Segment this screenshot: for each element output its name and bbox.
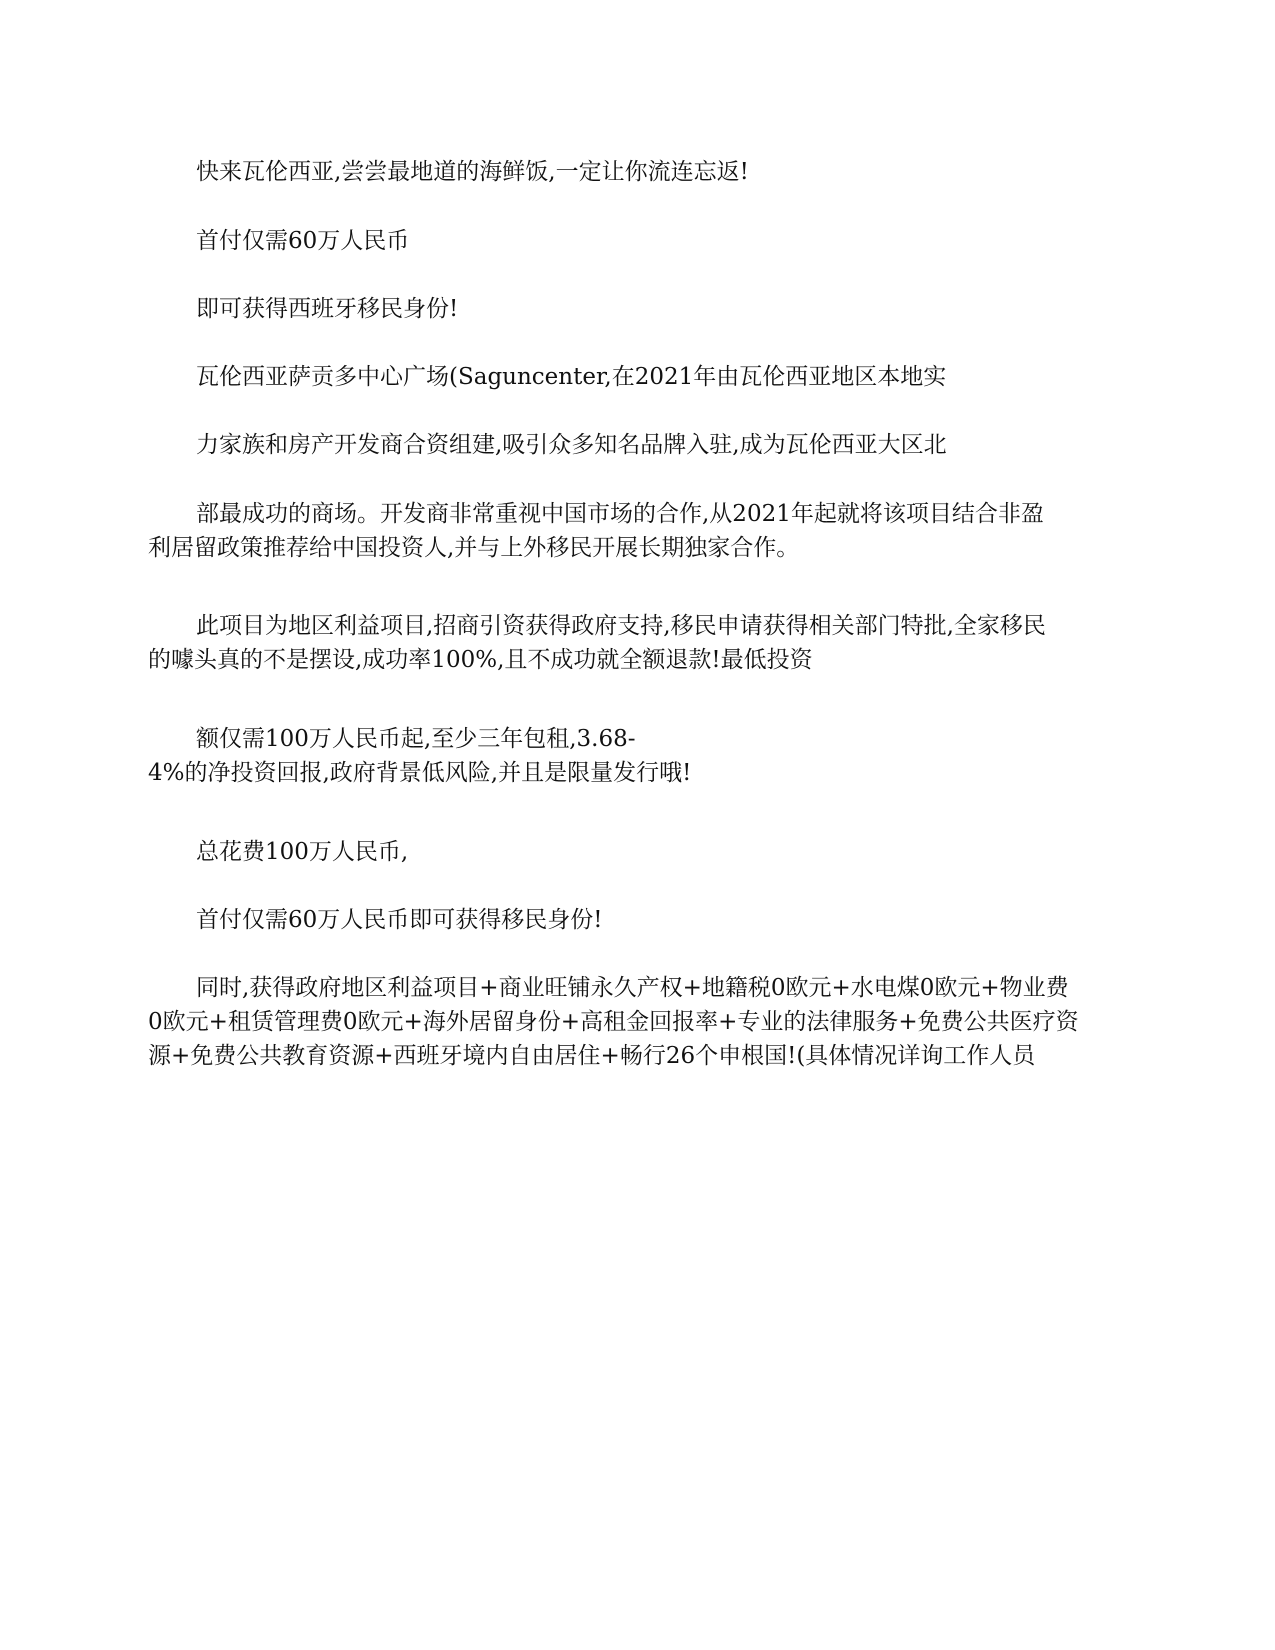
paragraph-line: 力家族和房产开发商合资组建,吸引众多知名品牌入驻,成为瓦伦西亚大区北 bbox=[196, 432, 947, 458]
paragraph-line: 4%的净投资回报,政府背景低风险,并且是限量发行哦! bbox=[148, 760, 692, 786]
paragraph-line: 瓦伦西亚萨贡多中心广场(Saguncenter,在2021年由瓦伦西亚地区本地实 bbox=[196, 364, 947, 390]
paragraph-line: 首付仅需60万人民币 bbox=[196, 228, 410, 254]
paragraph-1 bbox=[148, 155, 1128, 189]
paragraph-line: 额仅需100万人民币起,至少三年包租,3.68- bbox=[196, 726, 636, 752]
paragraph-line: 0欧元+租赁管理费0欧元+海外居留身份+高租金回报率+专业的法律服务+免费公共医疗资 bbox=[148, 1009, 1079, 1035]
paragraph-3 bbox=[148, 292, 1128, 326]
paragraph-2 bbox=[148, 224, 1128, 258]
paragraph-10 bbox=[148, 903, 1128, 937]
paragraph-4 bbox=[148, 360, 1128, 394]
paragraph-line: 部最成功的商场。开发商非常重视中国市场的合作,从2021年起就将该项目结合非盈 bbox=[196, 501, 1044, 527]
paragraph-11 bbox=[148, 971, 1128, 1073]
paragraph-8 bbox=[148, 722, 1128, 790]
paragraph-line: 利居留政策推荐给中国投资人,并与上外移民开展长期独家合作。 bbox=[148, 535, 800, 561]
paragraph-9 bbox=[148, 835, 1128, 869]
paragraph-line: 的噱头真的不是摆设,成功率100%,且不成功就全额退款!最低投资 bbox=[148, 647, 813, 673]
paragraph-line: 源+免费公共教育资源+西班牙境内自由居住+畅行26个申根国!(具体情况详询工作人员 bbox=[148, 1043, 1036, 1069]
paragraph-5 bbox=[148, 428, 1128, 462]
paragraph-line: 同时,获得政府地区利益项目+商业旺铺永久产权+地籍税0欧元+水电煤0欧元+物业费 bbox=[196, 975, 1069, 1001]
paragraph-line: 首付仅需60万人民币即可获得移民身份! bbox=[196, 907, 603, 933]
paragraph-7 bbox=[148, 609, 1128, 677]
paragraph-line: 快来瓦伦西亚,尝尝最地道的海鲜饭,一定让你流连忘返! bbox=[196, 159, 749, 185]
paragraph-line: 即可获得西班牙移民身份! bbox=[196, 296, 459, 322]
paragraph-line: 总花费100万人民币, bbox=[196, 839, 409, 865]
paragraph-line: 此项目为地区利益项目,招商引资获得政府支持,移民申请获得相关部门特批,全家移民 bbox=[196, 613, 1046, 639]
paragraph-6 bbox=[148, 497, 1128, 565]
